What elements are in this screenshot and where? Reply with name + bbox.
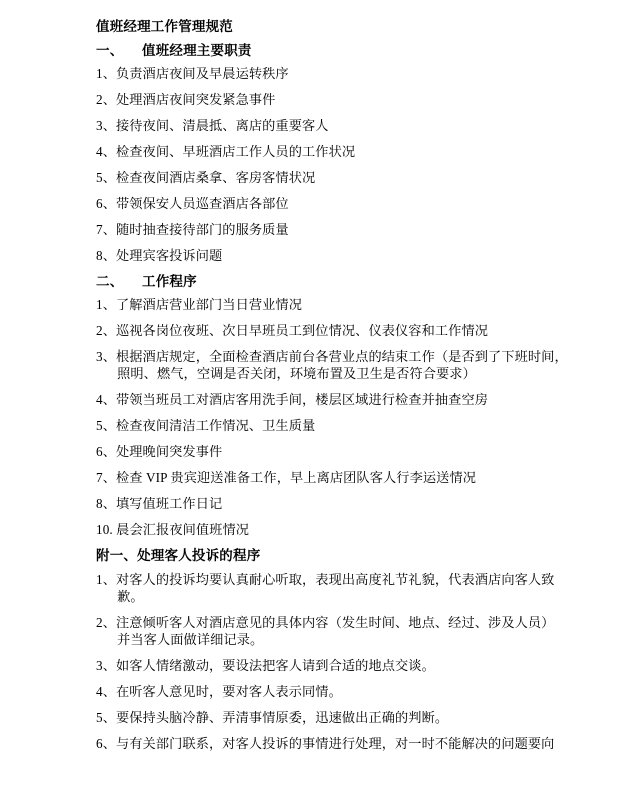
list-item-continuation: 并当客人面做详细记录。 — [117, 632, 264, 647]
section-number: 一、 — [96, 43, 124, 58]
section-heading-duties — [96, 42, 598, 59]
list-item: 1、负责酒店夜间及早晨运转秩序 — [96, 66, 289, 81]
list-item — [96, 614, 598, 648]
section-heading-procedures — [96, 273, 598, 290]
list-item: 1、了解酒店营业部门当日营业情况 — [96, 297, 303, 312]
list-item-text: 2、注意倾听客人对酒店意见的具体内容（发生时间、地点、经过、涉及人员） — [96, 615, 555, 630]
section-title: 值班经理主要职责 — [142, 43, 252, 58]
list-item-continuation: 照明、燃气，空调是否关闭，环境布置及卫生是否符合要求） — [117, 366, 476, 381]
section-title: 工作程序 — [142, 274, 197, 289]
page-title: 值班经理工作管理规范 — [96, 19, 233, 34]
list-item: 4、带领当班员工对酒店客用洗手间，楼层区域进行检查并抽查空房 — [96, 392, 489, 407]
list-item: 5、要保持头脑冷静、弄清事情原委，迅速做出正确的判断。 — [96, 710, 449, 725]
list-item: 3、接待夜间、清晨抵、离店的重要客人 — [96, 118, 329, 133]
list-item: 6、带领保安人员巡查酒店各部位 — [96, 196, 289, 211]
list-item: 5、检查夜间酒店桑拿、客房客情状况 — [96, 170, 316, 185]
appendix-heading: 附一、处理客人投诉的程序 — [96, 548, 261, 563]
list-item — [96, 348, 598, 382]
list-item: 7、检查 VIP 贵宾迎送准备工作，早上离店团队客人行李运送情况 — [96, 470, 477, 485]
list-item: 10. 晨会汇报夜间值班情况 — [96, 522, 250, 537]
list-item: 4、在听客人意见时，要对客人表示同情。 — [96, 684, 342, 699]
list-item: 5、检查夜间清洁工作情况、卫生质量 — [96, 418, 316, 433]
list-item — [96, 571, 598, 605]
list-item: 2、处理酒店夜间突发紧急事件 — [96, 92, 276, 107]
list-item-text: 3、根据酒店规定，全面检查酒店前台各营业点的结束工作（是否到了下班时间， — [96, 349, 568, 364]
list-item-text: 1、对客人的投诉均要认真耐心听取，表现出高度礼节礼貌，代表酒店向客人致 — [96, 572, 555, 587]
list-item: 4、检查夜间、早班酒店工作人员的工作状况 — [96, 144, 356, 159]
list-item-continuation: 歉。 — [117, 589, 144, 604]
list-item: 2、巡视各岗位夜班、次日早班员工到位情况、仪表仪容和工作情况 — [96, 323, 489, 338]
list-item: 3、如客人情绪激动，要设法把客人请到合适的地点交谈。 — [96, 658, 435, 673]
list-item: 6、处理晚间突发事件 — [96, 444, 223, 459]
list-item: 6、与有关部门联系，对客人投诉的事情进行处理，对一时不能解决的问题要向 — [96, 736, 555, 751]
section-number: 二、 — [96, 274, 124, 289]
list-item: 7、随时抽查接待部门的服务质量 — [96, 222, 289, 237]
list-item: 8、填写值班工作日记 — [96, 496, 223, 511]
list-item: 8、处理宾客投诉问题 — [96, 248, 223, 263]
